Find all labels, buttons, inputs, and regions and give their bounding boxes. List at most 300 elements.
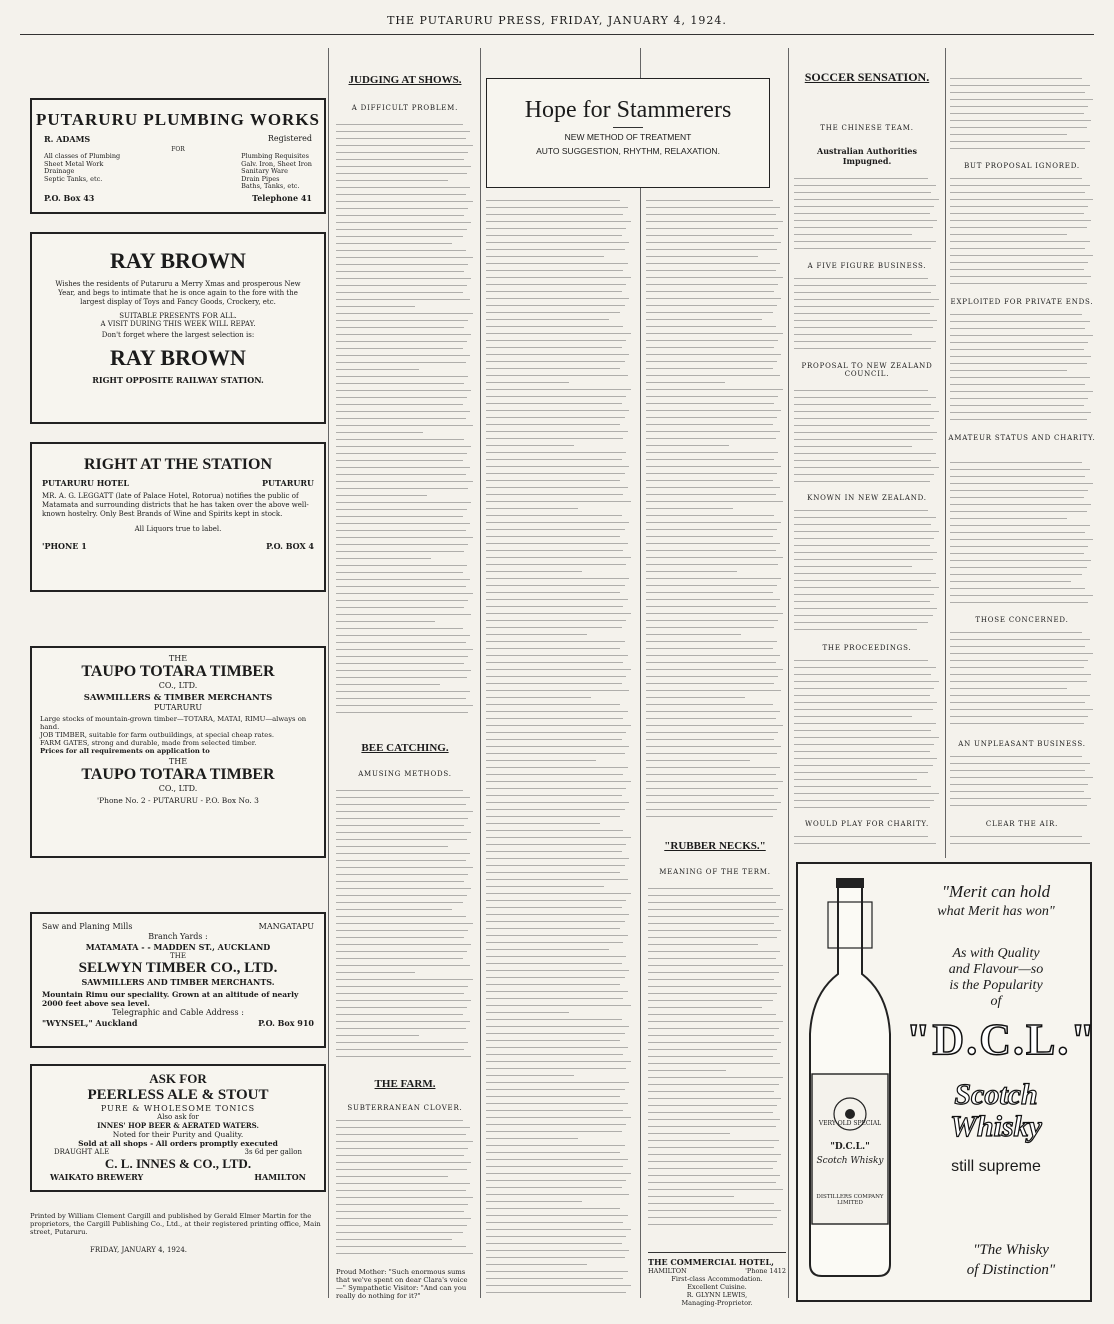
- text-line: [336, 1042, 468, 1043]
- text-line: [950, 595, 1093, 596]
- text-line: [950, 560, 1091, 561]
- text-line: [336, 481, 473, 482]
- text-line: [486, 466, 629, 467]
- text-line: [336, 530, 466, 531]
- text-line: [646, 606, 776, 607]
- text-line: [646, 312, 773, 313]
- text-line: [486, 739, 622, 740]
- text-line: [646, 459, 774, 460]
- text-line: [486, 1040, 620, 1041]
- soccer-subhead-5: WOULD PLAY FOR CHARITY.: [805, 820, 929, 828]
- soccer-body-12: [950, 756, 1094, 816]
- station-text: MR. A. G. LEGGATT (late of Palace Hotel, Rotorua) notifies the public of Matamata and surrounding districts that he has taken over the above well-known hostelry. Only Best Brands of Wine and Spirits kept in stock.: [42, 492, 309, 518]
- peerless-company: C. L. INNES & CO., LTD.: [104, 1156, 252, 1171]
- column-rule: [328, 48, 329, 1298]
- text-line: [336, 670, 471, 671]
- text-line: [486, 732, 626, 733]
- text-line: [646, 676, 778, 677]
- text-line: [950, 370, 1067, 371]
- text-line: [336, 930, 468, 931]
- text-line: [336, 411, 470, 412]
- text-line: [950, 525, 1090, 526]
- text-line: [486, 249, 625, 250]
- text-line: [486, 844, 626, 845]
- text-line: [646, 571, 737, 572]
- text-line: [794, 688, 934, 689]
- text-line: [950, 419, 1087, 420]
- text-line: [794, 667, 936, 668]
- plumbing-registered: Registered: [267, 134, 312, 143]
- text-line: [794, 467, 939, 468]
- selwyn-wynsel: "WYNSEL," Auckland: [42, 1018, 138, 1028]
- plumbing-services: All classes of Plumbing Sheet Metal Work Drainage Septic Tanks, etc.: [44, 152, 121, 183]
- text-line: [486, 431, 628, 432]
- text-line: [648, 1133, 730, 1134]
- text-line: [336, 628, 463, 629]
- text-line: [336, 1120, 463, 1121]
- text-line: [794, 580, 931, 581]
- text-line: [336, 790, 463, 791]
- text-line: [486, 333, 631, 334]
- text-line: [646, 802, 781, 803]
- text-line: [336, 1056, 471, 1057]
- text-line: [950, 791, 1084, 792]
- soccer-subtitle: Australian Authorities Impugned.: [817, 146, 917, 166]
- text-line: [486, 207, 628, 208]
- text-line: [486, 963, 622, 964]
- text-line: [950, 134, 1067, 135]
- text-line: [648, 1105, 777, 1106]
- selwyn-branch-towns: MATAMATA - - MADDEN ST., AUCKLAND: [85, 942, 271, 952]
- text-line: [336, 383, 464, 384]
- text-line: [336, 516, 463, 517]
- text-line: [336, 902, 463, 903]
- text-line: [950, 248, 1085, 249]
- plumbing-ad: [30, 98, 326, 214]
- text-line: [486, 214, 623, 215]
- text-line: [486, 1075, 574, 1076]
- text-line: [950, 141, 1090, 142]
- text-line: [950, 490, 1088, 491]
- judging-title: JUDGING AT SHOWS.: [348, 74, 462, 86]
- text-line: [336, 257, 473, 258]
- text-line: [486, 788, 626, 789]
- text-line: [486, 914, 629, 915]
- text-line: [794, 793, 939, 794]
- soccer-subhead-6: BUT PROPOSAL IGNORED.: [964, 162, 1080, 170]
- text-line: [794, 192, 931, 193]
- text-line: [646, 396, 778, 397]
- text-line: [486, 753, 625, 754]
- text-line: [486, 235, 622, 236]
- text-line: [794, 622, 928, 623]
- text-line: [486, 942, 623, 943]
- dcl-tagline-2: of Distinction": [966, 1262, 1056, 1278]
- text-line: [336, 614, 471, 615]
- text-line: [336, 509, 467, 510]
- text-line: [950, 476, 1085, 477]
- text-line: [950, 639, 1090, 640]
- text-line: [648, 937, 777, 938]
- text-line: [646, 340, 778, 341]
- text-line: [486, 389, 631, 390]
- text-line: [486, 669, 631, 670]
- text-line: [794, 695, 930, 696]
- text-line: [646, 585, 777, 586]
- peerless-ask: ASK FOR: [149, 1071, 207, 1086]
- text-line: [648, 1175, 780, 1176]
- text-line: [336, 173, 467, 174]
- text-line: [486, 634, 587, 635]
- text-line: [486, 1285, 631, 1286]
- text-line: [486, 1103, 628, 1104]
- text-line: [336, 656, 468, 657]
- text-line: [336, 621, 435, 622]
- plumbing-for: FOR: [171, 146, 185, 153]
- text-line: [336, 1232, 463, 1233]
- text-line: [336, 867, 473, 868]
- text-line: [648, 902, 776, 903]
- text-line: [950, 667, 1084, 668]
- stammerers-title: Hope for Stammerers: [524, 97, 732, 123]
- text-line: [336, 194, 466, 195]
- text-line: [336, 432, 423, 433]
- text-line: [950, 674, 1091, 675]
- text-line: [950, 85, 1090, 86]
- taupo-town: PUTARURU: [153, 703, 203, 712]
- text-line: [486, 823, 600, 824]
- text-line: [486, 830, 623, 831]
- text-line: [336, 502, 471, 503]
- text-line: [336, 544, 468, 545]
- text-line: [336, 607, 464, 608]
- text-line: [648, 944, 758, 945]
- text-line: [336, 264, 468, 265]
- text-line: [336, 937, 464, 938]
- text-line: [648, 1077, 783, 1078]
- text-line: [646, 746, 781, 747]
- text-line: [336, 1253, 473, 1254]
- column-rule: [788, 48, 789, 1298]
- farm-subtitle: SUBTERRANEAN CLOVER.: [347, 1104, 463, 1112]
- peerless-tonics: PURE & WHOLESOME TONICS: [100, 1104, 256, 1113]
- text-line: [336, 586, 466, 587]
- text-line: [336, 923, 473, 924]
- text-line: [648, 1070, 726, 1071]
- text-line: [648, 1224, 773, 1225]
- text-line: [486, 816, 620, 817]
- text-line: [336, 1127, 470, 1128]
- text-line: [646, 354, 781, 355]
- text-line: [486, 1033, 625, 1034]
- text-line: [336, 705, 473, 706]
- peerless-also: Also ask for: [157, 1113, 199, 1121]
- text-line: [648, 1140, 779, 1141]
- text-line: [336, 376, 468, 377]
- text-line: [336, 1190, 466, 1191]
- text-line: [486, 1152, 620, 1153]
- text-line: [486, 494, 623, 495]
- soccer-body-3: [794, 390, 940, 490]
- text-line: [794, 432, 937, 433]
- text-line: [336, 425, 473, 426]
- text-line: [486, 655, 628, 656]
- text-line: [794, 737, 939, 738]
- text-line: [336, 684, 440, 685]
- text-line: [486, 1201, 582, 1202]
- text-line: [646, 690, 781, 691]
- text-line: [794, 411, 939, 412]
- text-line: [794, 751, 930, 752]
- text-line: [646, 284, 778, 285]
- ray-brown-visit: A VISIT DURING THIS WEEK WILL REPAY.: [100, 320, 256, 328]
- text-line: [336, 460, 463, 461]
- text-line: [486, 536, 620, 537]
- column-rule: [640, 48, 641, 1298]
- peerless-ad: [30, 1064, 326, 1192]
- text-line: [486, 1117, 631, 1118]
- text-line: [336, 292, 463, 293]
- text-line: [794, 531, 939, 532]
- text-line: [486, 375, 628, 376]
- text-line: [646, 389, 783, 390]
- text-line: [486, 1047, 628, 1048]
- text-line: [336, 663, 464, 664]
- text-line: [950, 213, 1084, 214]
- text-line: [648, 1021, 783, 1022]
- soccer-subhead-2: PROPOSAL TO NEW ZEALAND COUNCIL.: [801, 362, 933, 378]
- text-line: [950, 92, 1085, 93]
- text-line: [486, 949, 609, 950]
- peerless-noted: Noted for their Purity and Quality.: [112, 1130, 244, 1139]
- text-line: [646, 557, 783, 558]
- text-line: [646, 270, 776, 271]
- text-line: [646, 564, 778, 565]
- text-line: [336, 187, 470, 188]
- text-line: [794, 474, 934, 475]
- dcl-quality-3: is the Popularity: [949, 978, 1043, 993]
- text-line: [336, 299, 470, 300]
- text-line: [336, 1183, 470, 1184]
- dcl-tagline-1: "The Whisky: [973, 1242, 1049, 1258]
- text-line: [336, 593, 473, 594]
- text-line: [646, 291, 774, 292]
- label-dcl: "D.C.L.": [830, 1142, 870, 1152]
- text-line: [486, 1138, 578, 1139]
- selwyn-title: SELWYN TIMBER CO., LTD.: [78, 960, 278, 976]
- text-line: [794, 199, 939, 200]
- text-line: [950, 688, 1067, 689]
- text-line: [486, 1257, 625, 1258]
- text-line: [648, 1028, 779, 1029]
- text-line: [794, 425, 930, 426]
- text-line: [646, 438, 776, 439]
- text-line: [486, 1089, 625, 1090]
- text-line: [336, 944, 471, 945]
- dcl-merit-1: "Merit can hold: [941, 882, 1051, 901]
- text-line: [486, 256, 604, 257]
- text-line: [794, 348, 931, 349]
- text-line: [950, 695, 1090, 696]
- text-line: [950, 391, 1093, 392]
- text-line: [486, 956, 626, 957]
- text-line: [486, 1068, 626, 1069]
- text-line: [336, 327, 464, 328]
- commercial-hotel-ad: [648, 1252, 786, 1307]
- text-line: [950, 314, 1082, 315]
- text-line: [646, 487, 780, 488]
- text-line: [794, 517, 936, 518]
- text-line: [336, 285, 467, 286]
- station-liquors: All Liquors true to label.: [134, 525, 222, 533]
- masthead: THE PUTARURU PRESS, FRIDAY, JANUARY 4, 1924.: [387, 14, 727, 27]
- soccer-body-11: [950, 632, 1094, 736]
- text-line: [486, 1012, 569, 1013]
- taupo-co-2: CO., LTD.: [158, 784, 198, 793]
- text-line: [336, 453, 467, 454]
- text-line: [648, 1161, 777, 1162]
- peerless-sold: Sold at all shops - All orders promptly executed: [78, 1139, 278, 1148]
- text-line: [646, 662, 776, 663]
- text-line: [794, 178, 928, 179]
- commercial-title: THE COMMERCIAL HOTEL,: [648, 1257, 774, 1267]
- text-line: [486, 928, 620, 929]
- text-line: [646, 494, 776, 495]
- text-line: [486, 991, 628, 992]
- text-line: [646, 613, 783, 614]
- text-line: [794, 772, 928, 773]
- plumbing-title: PUTARURU PLUMBING WORKS: [36, 110, 320, 129]
- text-line: [646, 375, 780, 376]
- text-line: [794, 601, 930, 602]
- text-line: [336, 1035, 419, 1036]
- text-line: [486, 480, 620, 481]
- text-line: [648, 1007, 762, 1008]
- text-line: [950, 469, 1090, 470]
- text-line: [646, 256, 758, 257]
- judging-subtitle: A DIFFICULT PROBLEM.: [351, 104, 459, 112]
- ray-brown-ad: [30, 232, 326, 424]
- text-line: [950, 349, 1084, 350]
- station-hotel: PUTARURU HOTEL: [42, 478, 129, 488]
- text-line: [950, 255, 1093, 256]
- text-line: [486, 648, 620, 649]
- text-line: [486, 585, 625, 586]
- text-line: [646, 767, 780, 768]
- text-line: [794, 524, 931, 525]
- text-line: [646, 361, 777, 362]
- dcl-whisky: Whisky: [950, 1110, 1042, 1143]
- text-line: [486, 550, 623, 551]
- text-line: [486, 1208, 620, 1209]
- text-line: [794, 234, 912, 235]
- text-line: [950, 518, 1067, 519]
- text-line: [646, 627, 774, 628]
- text-line: [486, 872, 620, 873]
- soccer-body-2: [794, 278, 940, 358]
- text-line: [336, 895, 467, 896]
- text-line: [336, 306, 415, 307]
- soccer-body-7: [950, 78, 1094, 158]
- text-line: [950, 199, 1093, 200]
- text-line: [486, 1187, 622, 1188]
- text-line: [486, 683, 622, 684]
- text-line: [646, 501, 783, 502]
- rubber-necks-subtitle: MEANING OF THE TERM.: [659, 868, 771, 876]
- text-line: [950, 412, 1091, 413]
- text-line: [486, 228, 626, 229]
- stammerers-subtitle-2: AUTO SUGGESTION, RHYTHM, RELAXATION.: [536, 146, 720, 156]
- peerless-hops: INNES' HOP BEER & AERATED WATERS.: [97, 1121, 259, 1130]
- text-line: [336, 1197, 473, 1198]
- text-line: [950, 342, 1088, 343]
- text-line: [950, 770, 1085, 771]
- text-line: [486, 284, 626, 285]
- text-line: [794, 206, 934, 207]
- text-line: [794, 594, 934, 595]
- text-line: [336, 832, 471, 833]
- text-line: [486, 1278, 623, 1279]
- text-line: [950, 462, 1082, 463]
- commercial-phone: 'Phone 1412: [745, 1267, 786, 1275]
- text-line: [794, 241, 936, 242]
- text-line: [486, 1110, 623, 1111]
- text-line: [950, 78, 1082, 79]
- soccer-body-1: [794, 178, 940, 256]
- selwyn-branch: Branch Yards :: [148, 932, 208, 941]
- text-line: [950, 335, 1093, 336]
- text-line: [950, 241, 1090, 242]
- text-line: [486, 221, 631, 222]
- text-line: [648, 888, 773, 889]
- text-line: [336, 201, 473, 202]
- dcl-merit-2: what Merit has won": [937, 904, 1055, 919]
- text-line: [486, 263, 628, 264]
- text-line: [950, 553, 1084, 554]
- peerless-town: HAMILTON: [254, 1172, 306, 1182]
- taupo-prices: Prices for all requirements on application to: [40, 747, 210, 755]
- taupo-text-1: Large stocks of mountain-grown timber—TOTARA, MATAI, RIMU—always on hand.: [40, 715, 307, 731]
- text-line: [646, 753, 777, 754]
- text-line: [336, 446, 471, 447]
- peerless-draught: DRAUGHT ALE: [54, 1148, 110, 1156]
- soccer-body-6: [794, 836, 940, 854]
- text-line: [646, 410, 781, 411]
- text-line: [336, 649, 473, 650]
- text-line: [336, 397, 467, 398]
- text-line: [646, 445, 729, 446]
- text-line: [950, 269, 1084, 270]
- text-line: [336, 1141, 473, 1142]
- text-line: [646, 634, 741, 635]
- text-line: [336, 888, 471, 889]
- text-line: [794, 390, 928, 391]
- text-line: [794, 836, 928, 837]
- text-line: [646, 648, 773, 649]
- text-line: [486, 543, 628, 544]
- text-line: [950, 178, 1082, 179]
- masthead-rule: [20, 34, 1094, 35]
- text-line: [646, 788, 778, 789]
- text-line: [950, 632, 1082, 633]
- text-line: [336, 1204, 468, 1205]
- text-line: [336, 138, 466, 139]
- text-line: [336, 979, 473, 980]
- text-line: [336, 166, 471, 167]
- text-line: [648, 909, 783, 910]
- text-line: [646, 655, 780, 656]
- text-line: [646, 305, 777, 306]
